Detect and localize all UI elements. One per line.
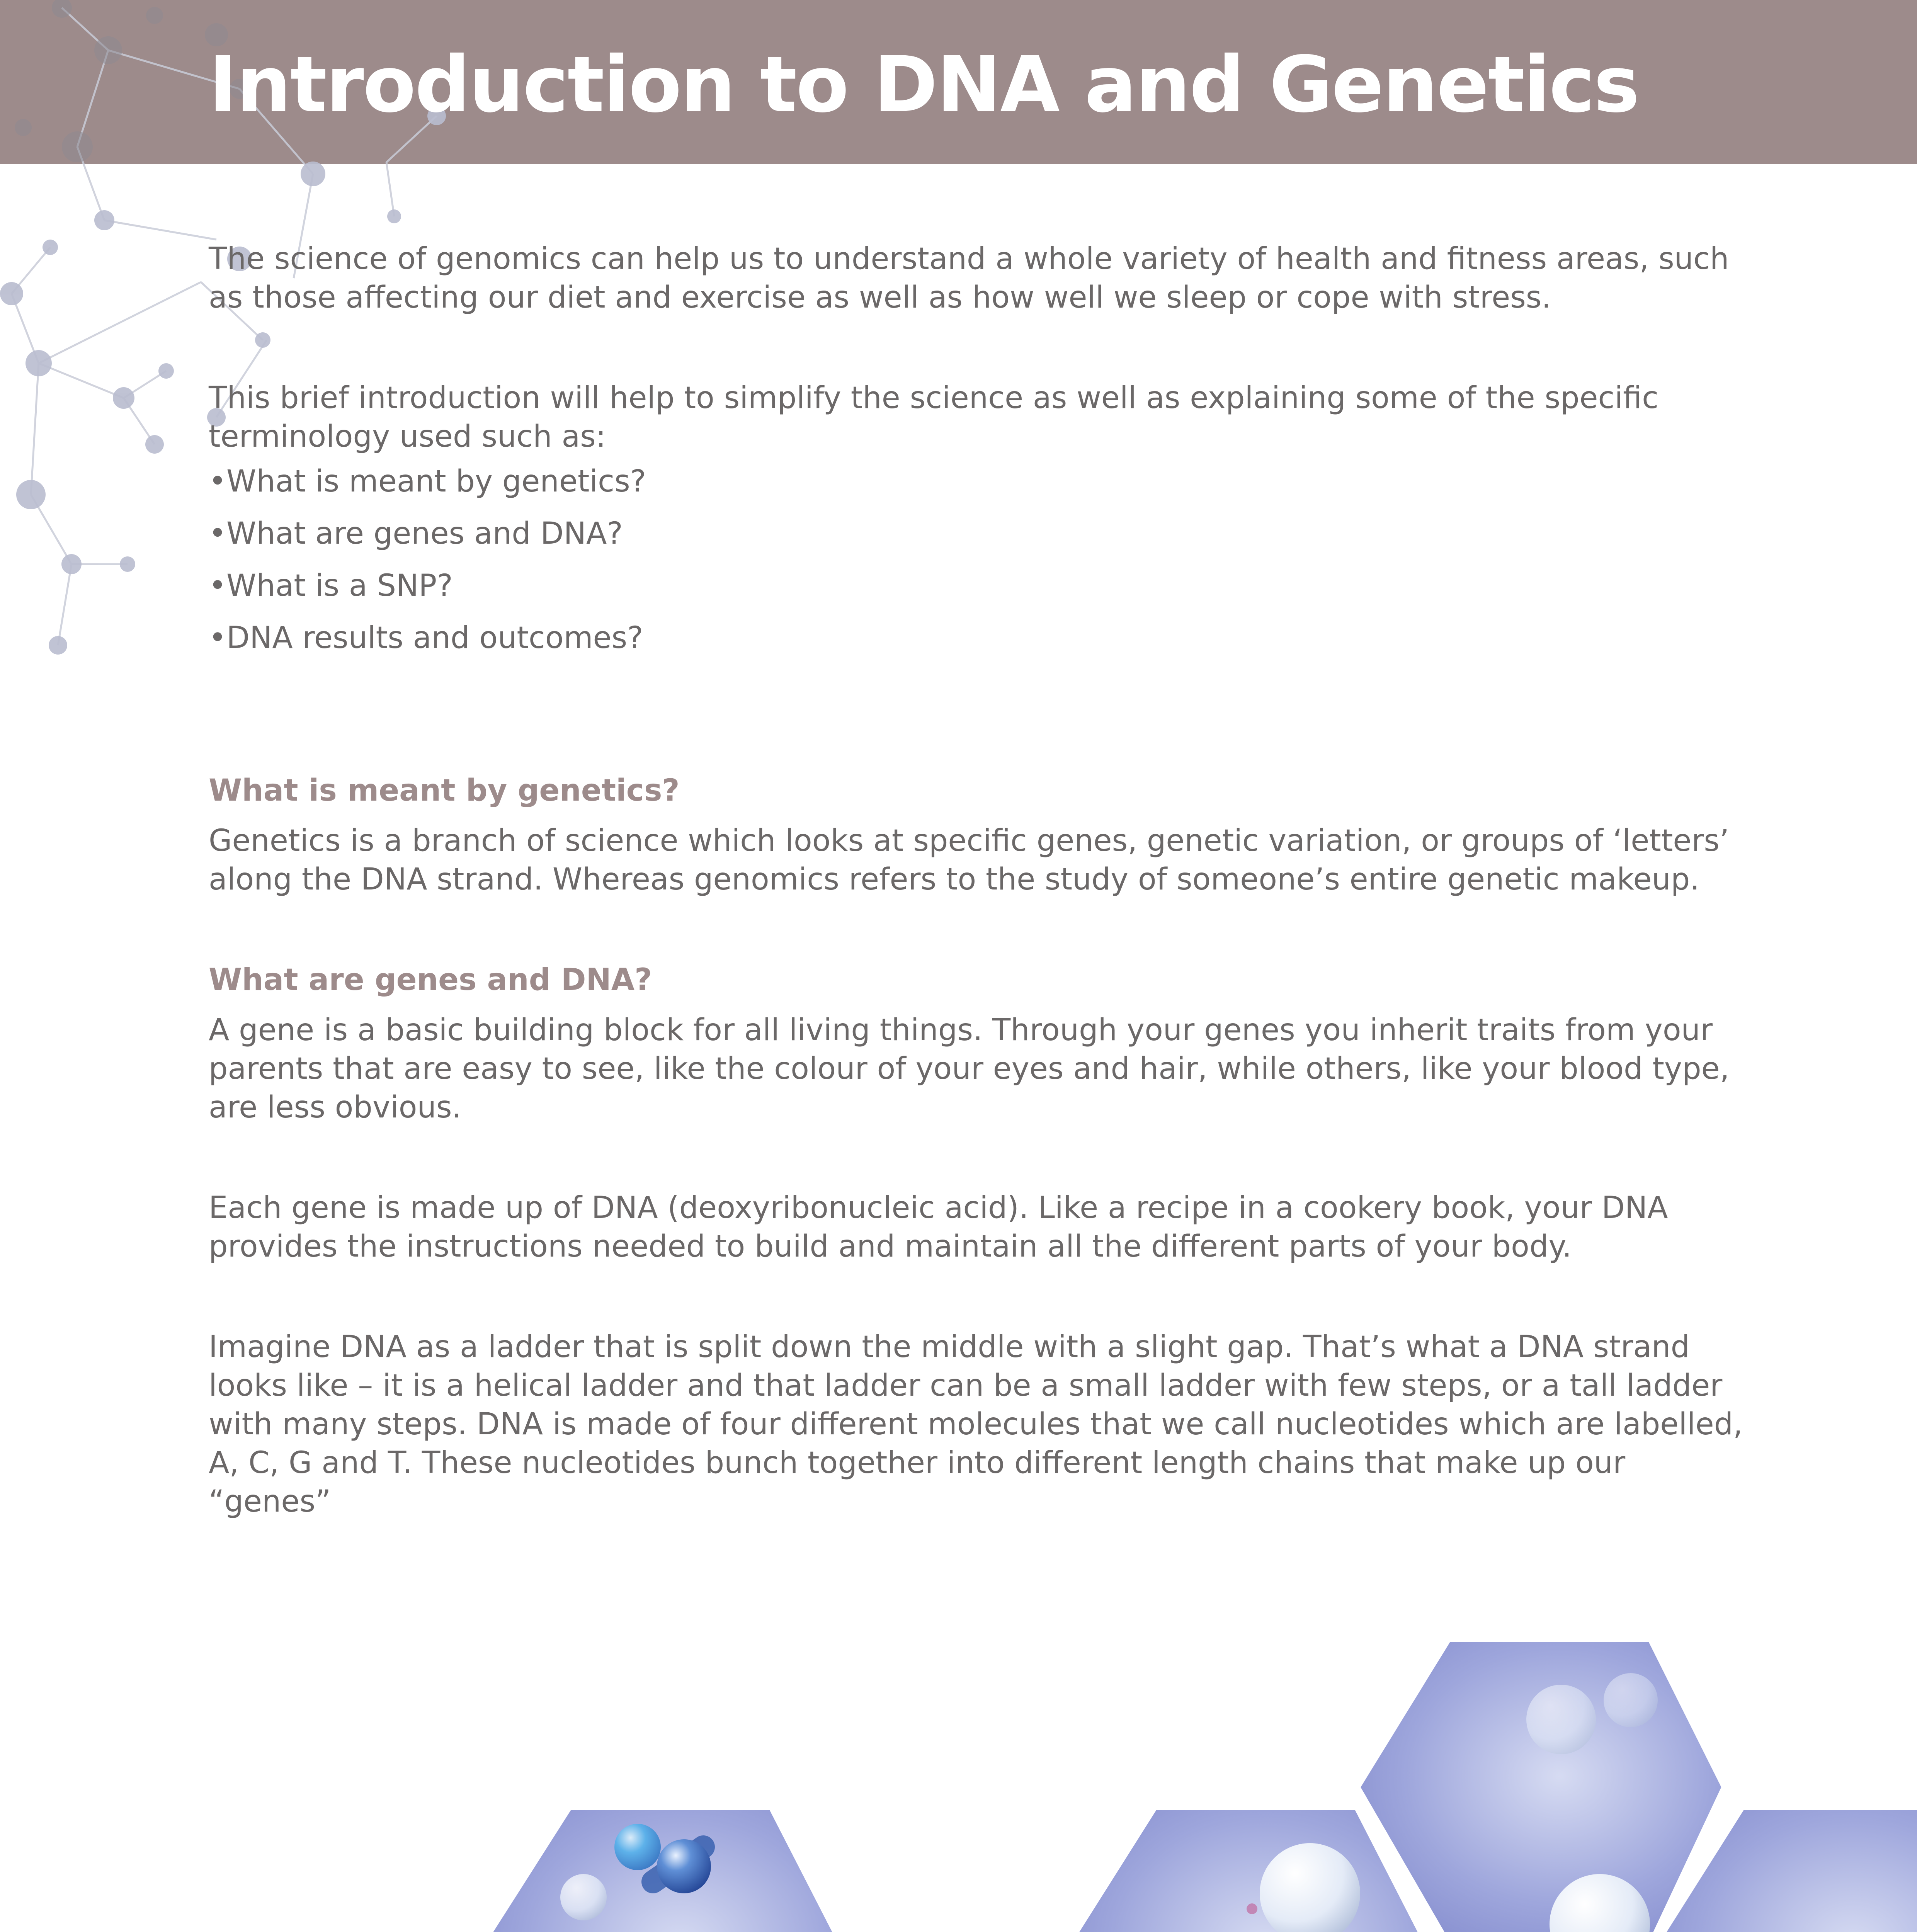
list-item: • What is meant by genetics?: [209, 462, 1750, 501]
topic-list: [209, 462, 1750, 657]
genes-paragraph-3: Imagine DNA as a ladder that is split down the middle with a slight gap. That’s what a DNA strand looks like – it is a helical ladder and that ladder can be a small ladder with few steps, or a tall ladder with many steps. DNA is made of four different molecules that we call nucleotides which are labelled, A, C, G and T. These nucleotides bunch together into different length chains that make up our “genes”: [209, 1330, 1743, 1519]
genes-paragraph-1: A gene is a basic building block for all living things. Through your genes you inherit traits from your parents that are easy to see, like the colour of your eyes and hair, while others, like your blood type, are less obvious.: [209, 1013, 1730, 1125]
section-heading-genes-dna: What are genes and DNA?: [209, 963, 652, 997]
genes-paragraph-2: Each gene is made up of DNA (deoxyribonucleic acid). Like a recipe in a cookery book, your DNA provides the instructions needed to build and maintain all the different parts of your body.: [209, 1190, 1668, 1264]
list-item: • What are genes and DNA?: [209, 514, 1750, 553]
intro-paragraph-2: This brief introduction will help to simplify the science as well as explaining some of the specific terminology used such as:: [209, 381, 1659, 454]
page-title: Introduction to DNA and Genetics: [209, 40, 1639, 130]
genetics-paragraph: Genetics is a branch of science which looks at specific genes, genetic variation, or groups of ‘letters’ along the DNA strand. Whereas genomics refers to the study of someone’s entire genetic makeup.: [209, 823, 1729, 897]
intro-paragraph-1: The science of genomics can help us to understand a whole variety of health and fitness areas, such as those affecting our diet and exercise as well as how well we sleep or cope with stress.: [209, 242, 1729, 315]
molecule-hexagon-image: [0, 1604, 1917, 1932]
list-item: • DNA results and outcomes?: [209, 619, 1750, 657]
list-item: • What is a SNP?: [209, 566, 1750, 605]
main-content: [209, 240, 1750, 1521]
section-heading-genetics: What is meant by genetics?: [209, 773, 680, 808]
